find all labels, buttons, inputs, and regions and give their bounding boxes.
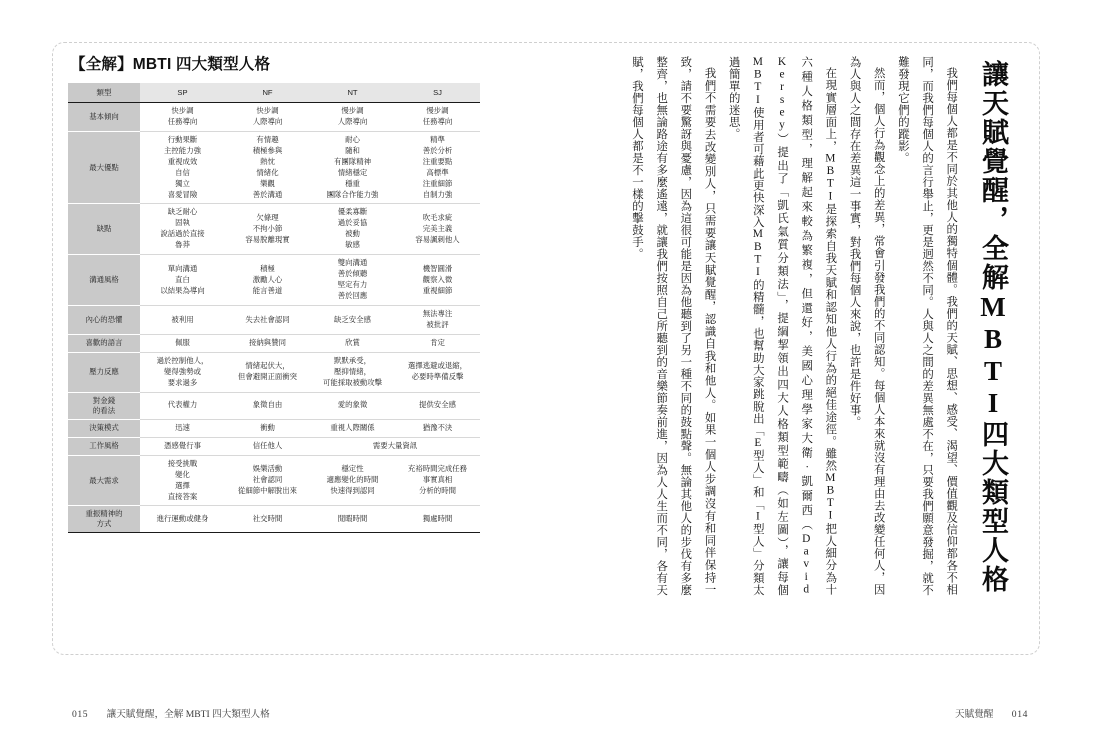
table-cell — [310, 102, 395, 131]
table-cell — [395, 102, 480, 131]
cell-line: 信任他人 — [252, 440, 283, 450]
table-cell — [310, 437, 480, 455]
table-cell — [225, 102, 310, 131]
row-header-line: 對金錢 — [92, 395, 116, 405]
cell-line: 高標準 — [426, 167, 449, 177]
cell-line: 迅速 — [175, 422, 190, 432]
article-paragraph: 然而，個人行為觀念上的差異，常會引發我們的不同認知。每個人本來就沒有理由去改變任何人，因為人與人之間存在差異這一事實，對我們每個人來說，也許是件好事。 — [848, 56, 885, 596]
row-header — [68, 255, 140, 306]
cell-line: 獨處時間 — [422, 513, 453, 523]
cell-line: 獨立 — [175, 178, 190, 188]
table-caption: 【全解】MBTI 四大類型人格 — [70, 56, 271, 73]
cell-line: 熱忱 — [260, 156, 275, 166]
page-number-right: 014 — [1011, 709, 1028, 720]
row-header — [68, 506, 140, 533]
row-header-line: 喜歡的語言 — [85, 338, 123, 348]
table-cell — [225, 131, 310, 204]
cell-line: 機智圓滑 — [422, 263, 453, 273]
cell-line: 隨和 — [345, 145, 360, 155]
cell-line: 善於回應 — [337, 291, 368, 301]
cell-line: 自制力強 — [422, 189, 453, 199]
table-cell — [310, 334, 395, 352]
article-paragraph: 我們不需要去改變別人，只需要讓天賦覺醒，認識自我和他人。如果一個人步調沒有和同伴保持一致，請不要驚訝與憂慮，因為這很可能是因為他聽到了另一種不同的鼓點聲。無論其他人的步伐有多麼整齊，也無論路途有多麼遙遠，就讓我們按照自己所聽到的音樂節奏前進，因為人人生而不同，各有天賦，我們每個人都是不一樣的擊鼓手。 — [631, 56, 716, 596]
cell-line: 人際導向 — [337, 116, 368, 126]
cell-line: 敏感 — [345, 240, 360, 250]
table-row — [68, 102, 480, 131]
cell-line: 愛的象徵 — [337, 400, 368, 410]
cell-line: 事實真相 — [422, 475, 453, 485]
table-cell — [225, 506, 310, 533]
page-title: 讓天賦覺醒，全解MBTI四大類型人格 — [978, 60, 1008, 594]
cell-line: 被動 — [345, 229, 360, 239]
cell-line: 自信 — [175, 167, 190, 177]
cell-line: 善於傾聽 — [337, 269, 368, 279]
column-header-nf: NF — [225, 83, 310, 103]
cell-line: 被利用 — [171, 314, 194, 324]
row-header — [68, 419, 140, 437]
cell-line: 缺乏耐心 — [167, 207, 198, 217]
cell-line: 娛樂活動 — [252, 464, 283, 474]
cell-line: 社會認同 — [252, 475, 283, 485]
cell-line: 代表權力 — [167, 400, 198, 410]
cell-line: 容易諷刺他人 — [415, 234, 460, 244]
table-cell — [140, 506, 225, 533]
cell-line: 團隊合作能力強 — [326, 189, 379, 199]
row-header-line: 溝通風格 — [89, 275, 119, 285]
cell-line: 充裕時間完成任務 — [407, 464, 468, 474]
table-row — [68, 131, 480, 204]
row-header — [68, 352, 140, 392]
table-cell — [310, 255, 395, 306]
running-head-left: 讓天賦覺醒，全解 MBTI 四大類型人格 — [106, 709, 270, 720]
table-cell — [225, 352, 310, 392]
cell-line: 憑感覺行事 — [164, 440, 201, 450]
cell-line: 從細節中解脫出來 — [237, 486, 298, 496]
article-body — [625, 56, 963, 596]
cell-line: 雙向溝通 — [337, 258, 368, 268]
row-header-line: 方式 — [96, 519, 112, 529]
table-cell — [310, 204, 395, 255]
table-cell — [310, 131, 395, 204]
table-cell — [140, 334, 225, 352]
cell-line: 快步調 — [256, 105, 279, 115]
table-cell — [225, 419, 310, 437]
cell-line: 接受挑戰 — [167, 458, 198, 468]
left-page — [68, 56, 488, 646]
cell-line: 喜愛冒險 — [167, 189, 198, 199]
cell-line: 選擇 — [175, 480, 190, 490]
table-row — [68, 455, 480, 506]
cell-line: 但會避開正面衝突 — [237, 372, 298, 382]
table-row — [68, 419, 480, 437]
cell-line: 直白 — [175, 274, 190, 284]
cell-line: 重視人際關係 — [330, 422, 375, 432]
table-cell — [140, 255, 225, 306]
cell-line: 有情趣 — [256, 134, 279, 144]
table-row — [68, 255, 480, 306]
cell-line: 有團隊精神 — [334, 156, 371, 166]
cell-line: 快步調 — [171, 105, 194, 115]
cell-line: 人際導向 — [252, 116, 283, 126]
table-row — [68, 506, 480, 533]
cell-line: 任務導向 — [422, 116, 453, 126]
cell-line: 默默承受， — [334, 355, 371, 365]
table-header — [68, 83, 480, 103]
table-cell — [225, 204, 310, 255]
table-row — [68, 204, 480, 255]
cell-line: 任務導向 — [167, 116, 198, 126]
cell-line: 激勵人心 — [252, 274, 283, 284]
cell-line: 提供安全感 — [419, 400, 456, 410]
cell-line: 積極 — [260, 263, 275, 273]
cell-line: 分析的時間 — [419, 486, 456, 496]
footer-right — [955, 706, 1028, 720]
row-header-line: 內心的恐懼 — [85, 315, 123, 325]
cell-line: 善於溝通 — [252, 189, 283, 199]
cell-line: 容易脫離現實 — [245, 234, 290, 244]
cell-line: 欠條理 — [256, 212, 279, 222]
cell-line: 不拘小節 — [252, 223, 283, 233]
cell-line: 可能採取被動攻擊 — [322, 377, 383, 387]
table-cell — [140, 352, 225, 392]
table-cell — [140, 306, 225, 335]
cell-line: 象徵自由 — [252, 400, 283, 410]
table-cell — [395, 334, 480, 352]
table-cell — [395, 455, 480, 506]
cell-line: 情緒化 — [256, 167, 279, 177]
cell-line: 單向溝通 — [167, 263, 198, 273]
cell-line: 佩服 — [175, 337, 190, 347]
cell-line: 缺乏安全感 — [334, 314, 371, 324]
row-header — [68, 102, 140, 131]
cell-line: 說話過於直接 — [160, 229, 205, 239]
table-cell — [395, 131, 480, 204]
cell-line: 需要大量資訊 — [372, 440, 418, 450]
cell-line: 情緒穩定 — [337, 167, 368, 177]
cell-line: 耐心 — [345, 134, 360, 144]
cell-line: 慢步調 — [426, 105, 449, 115]
table-cell — [140, 131, 225, 204]
cell-line: 適應變化的時間 — [326, 475, 379, 485]
table-cell — [140, 419, 225, 437]
table-cell — [225, 437, 310, 455]
table-cell — [395, 419, 480, 437]
cell-line: 肯定 — [430, 337, 445, 347]
cell-line: 閒暇時間 — [337, 513, 368, 523]
row-header-line: 最大需求 — [89, 475, 119, 485]
cell-line: 穩定性 — [341, 464, 364, 474]
cell-line: 堅定有力 — [337, 280, 368, 290]
cell-line: 主控能力強 — [164, 145, 201, 155]
cell-line: 行動果斷 — [167, 134, 198, 144]
cell-line: 直接答案 — [167, 491, 198, 501]
column-header-sp: SP — [140, 83, 225, 103]
row-header-line: 基本傾向 — [89, 111, 119, 121]
row-header — [68, 334, 140, 352]
cell-line: 要求過多 — [167, 377, 198, 387]
table-cell — [225, 306, 310, 335]
table-row — [68, 437, 480, 455]
table-cell — [140, 437, 225, 455]
table-corner-label: 類型 — [68, 83, 140, 103]
cell-line: 能言善道 — [252, 285, 283, 295]
table-row — [68, 392, 480, 419]
row-header-line: 的看法 — [92, 405, 116, 415]
table-cell — [310, 455, 395, 506]
row-header — [68, 131, 140, 204]
cell-line: 無法專注 — [422, 309, 453, 319]
running-head-right: 天賦覺醒 — [955, 709, 994, 720]
cell-line: 善於分析 — [422, 145, 453, 155]
table-cell — [310, 306, 395, 335]
article-paragraph: 我們每個人都是不同於其他人的獨特個體。我們的天賦、思想、感受、渴望、價值觀及信仰都各不相同，而我們每個人的言行舉止，更是迥然不同。人與人之間的差異無處不在，只要我們願意發掘，就不難發現它們的蹤影。 — [896, 56, 958, 596]
cell-line: 必要時準備反擊 — [411, 372, 464, 382]
table-cell — [310, 392, 395, 419]
cell-line: 接納與贊同 — [249, 337, 286, 347]
cell-line: 觀察入微 — [422, 274, 453, 284]
cell-line: 以結果為導向 — [160, 285, 205, 295]
cell-line: 完美主義 — [422, 223, 453, 233]
article-paragraph: 在現實層面上，MBTI是探索自我天賦和認知他人行為的絕佳途徑。雖然MBTI把人細分為十六種人格類型，理解起來較為繁複，但還好，美國心理學家大衛‧凱爾西（David Kersey）提出了「凱氏氣質分類法」，提綱挈領出四大人格類型範疇（如左圖），讓每個MBTI使用者可藉此更快深入MBTI的精髓，也幫助大家跳脫出「E型人」和「I型人」分類太過簡單的迷思。 — [727, 56, 837, 596]
table-body — [68, 102, 480, 533]
row-header-line: 決策模式 — [89, 423, 119, 433]
row-header-line: 壓力反應 — [89, 367, 119, 377]
row-header — [68, 306, 140, 335]
cell-line: 慢步調 — [341, 105, 364, 115]
table-cell — [395, 392, 480, 419]
cell-line: 失去社會認同 — [245, 314, 290, 324]
cell-line: 猶豫不決 — [422, 422, 453, 432]
row-header-line: 最大優點 — [89, 162, 119, 172]
cell-line: 選擇逃避或退縮， — [407, 361, 468, 371]
page-number-left: 015 — [72, 709, 89, 720]
cell-line: 吹毛求疵 — [422, 212, 453, 222]
cell-line: 注重要點 — [422, 156, 453, 166]
row-header-line: 缺點 — [96, 224, 112, 234]
column-header-nt: NT — [310, 83, 395, 103]
cell-line: 壓抑情緒， — [334, 366, 371, 376]
table-cell — [140, 392, 225, 419]
table-cell — [225, 392, 310, 419]
table-cell — [225, 255, 310, 306]
row-header — [68, 437, 140, 455]
cell-line: 被批評 — [426, 320, 449, 330]
table-cell — [395, 255, 480, 306]
table-cell — [140, 204, 225, 255]
cell-line: 重視成效 — [167, 156, 198, 166]
mbti-comparison-table — [68, 83, 480, 534]
table-cell — [140, 455, 225, 506]
table-cell — [140, 102, 225, 131]
cell-line: 魯莽 — [175, 240, 190, 250]
cell-line: 社交時間 — [252, 513, 283, 523]
table-row — [68, 306, 480, 335]
column-header-sj: SJ — [395, 83, 480, 103]
table-cell — [310, 506, 395, 533]
row-header-line: 工作風格 — [89, 441, 119, 451]
cell-line: 固執 — [175, 218, 190, 228]
cell-line: 過於控制他人， — [156, 355, 209, 365]
row-header — [68, 455, 140, 506]
cell-line: 精準 — [430, 134, 445, 144]
table-row — [68, 352, 480, 392]
cell-line: 樂觀 — [260, 178, 275, 188]
table-cell — [395, 506, 480, 533]
cell-line: 重視細節 — [422, 285, 453, 295]
cell-line: 優柔寡斷 — [337, 207, 368, 217]
footer-left — [72, 706, 270, 720]
row-header-line: 重振精神的 — [85, 509, 123, 519]
cell-line: 注重細節 — [422, 178, 453, 188]
table-cell — [225, 455, 310, 506]
cell-line: 快速得到認同 — [330, 486, 375, 496]
table-cell — [395, 306, 480, 335]
cell-line: 欣賞 — [345, 337, 360, 347]
table-cell — [225, 334, 310, 352]
cell-line: 變化 — [175, 469, 190, 479]
table-header-row — [68, 83, 480, 103]
table-cell — [310, 352, 395, 392]
cell-line: 穩重 — [345, 178, 360, 188]
table-row — [68, 334, 480, 352]
cell-line: 變得強勢或 — [164, 366, 201, 376]
cell-line: 情緒起伏大， — [245, 361, 290, 371]
table-cell — [310, 419, 395, 437]
row-header — [68, 392, 140, 419]
cell-line: 過於妥協 — [337, 218, 368, 228]
row-header — [68, 204, 140, 255]
cell-line: 進行運動或健身 — [156, 513, 209, 523]
cell-line: 積極參與 — [252, 145, 283, 155]
cell-line: 衝動 — [260, 422, 275, 432]
table-cell — [395, 204, 480, 255]
right-page — [560, 56, 1030, 636]
table-cell — [395, 352, 480, 392]
